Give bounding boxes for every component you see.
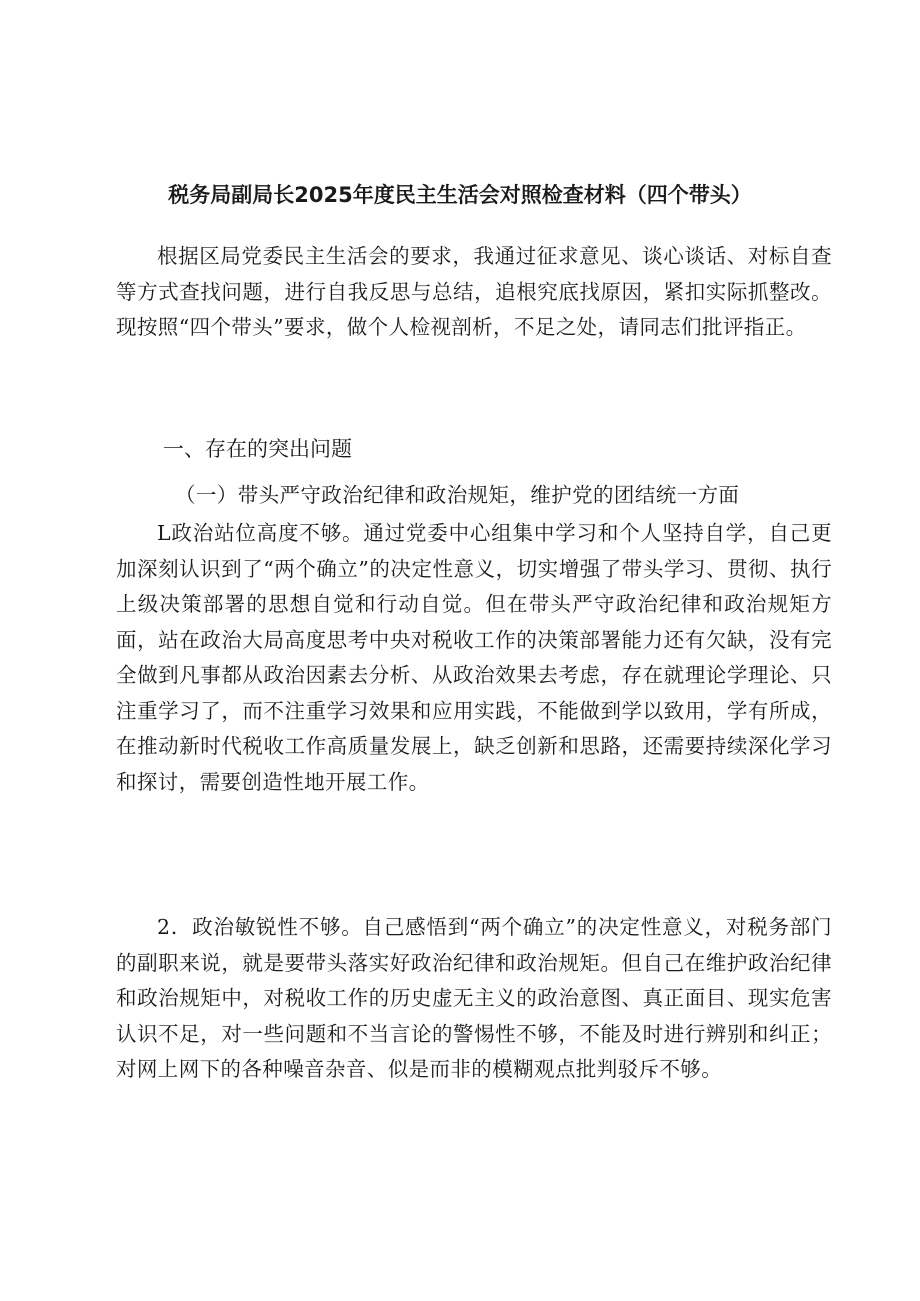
document-title: 税务局副局长2025年度民主生活会对照检查材料（四个带头）	[168, 183, 752, 208]
intro-paragraph: 根据区局党委民主生活会的要求，我通过征求意见、谈心谈话、对标自查等方式查找问题，进行自我反思与总结，追根究底找原因，紧扣实际抓整改。现按照“四个带头”要求，做个人检视剖析，不足之处，请同志们批评指正。	[116, 244, 832, 339]
paragraph-political-sensitivity: 2．政治敏锐性不够。自己感悟到“两个确立”的决定性意义，对税务部门的副职来说，就是要带头落实好政治纪律和政治规矩。但自己在维护政治纪律和政治规矩中，对税收工作的历史虚无主义的政治意图、真正面目、现实危害认识不足，对一些问题和不当言论的警惕性不够，不能及时进行辨别和纠正；对网上网下的各种噪音杂音、似是而非的模糊观点批判驳斥不够。	[116, 915, 832, 1081]
subsection-heading-discipline: （一）带头严守政治纪律和政治规矩，维护党的团结统一方面	[175, 483, 740, 507]
paragraph-political-position: L政治站位高度不够。通过党委中心组集中学习和个人坚持自学，自己更加深刻认识到了“两个确立”的决定性意义，切实增强了带头学习、贯彻、执行上级决策部署的思想自觉和行动自觉。但在带头严守政治纪律和政治规矩方面，站在政治大局高度思考中央对税收工作的决策部署能力还有欠缺，没有完全做到凡事都从政治因素去分析、从政治效果去考虑，存在就理论学理论、只注重学习了，而不注重学习效果和应用实践，不能做到学以致用，学有所成，在推动新时代税收工作高质量发展上，缺乏创新和思路，还需要持续深化学习和探讨，需要创造性地开展工作。	[116, 521, 832, 794]
section-heading-problems: 一、存在的突出问题	[163, 437, 352, 461]
